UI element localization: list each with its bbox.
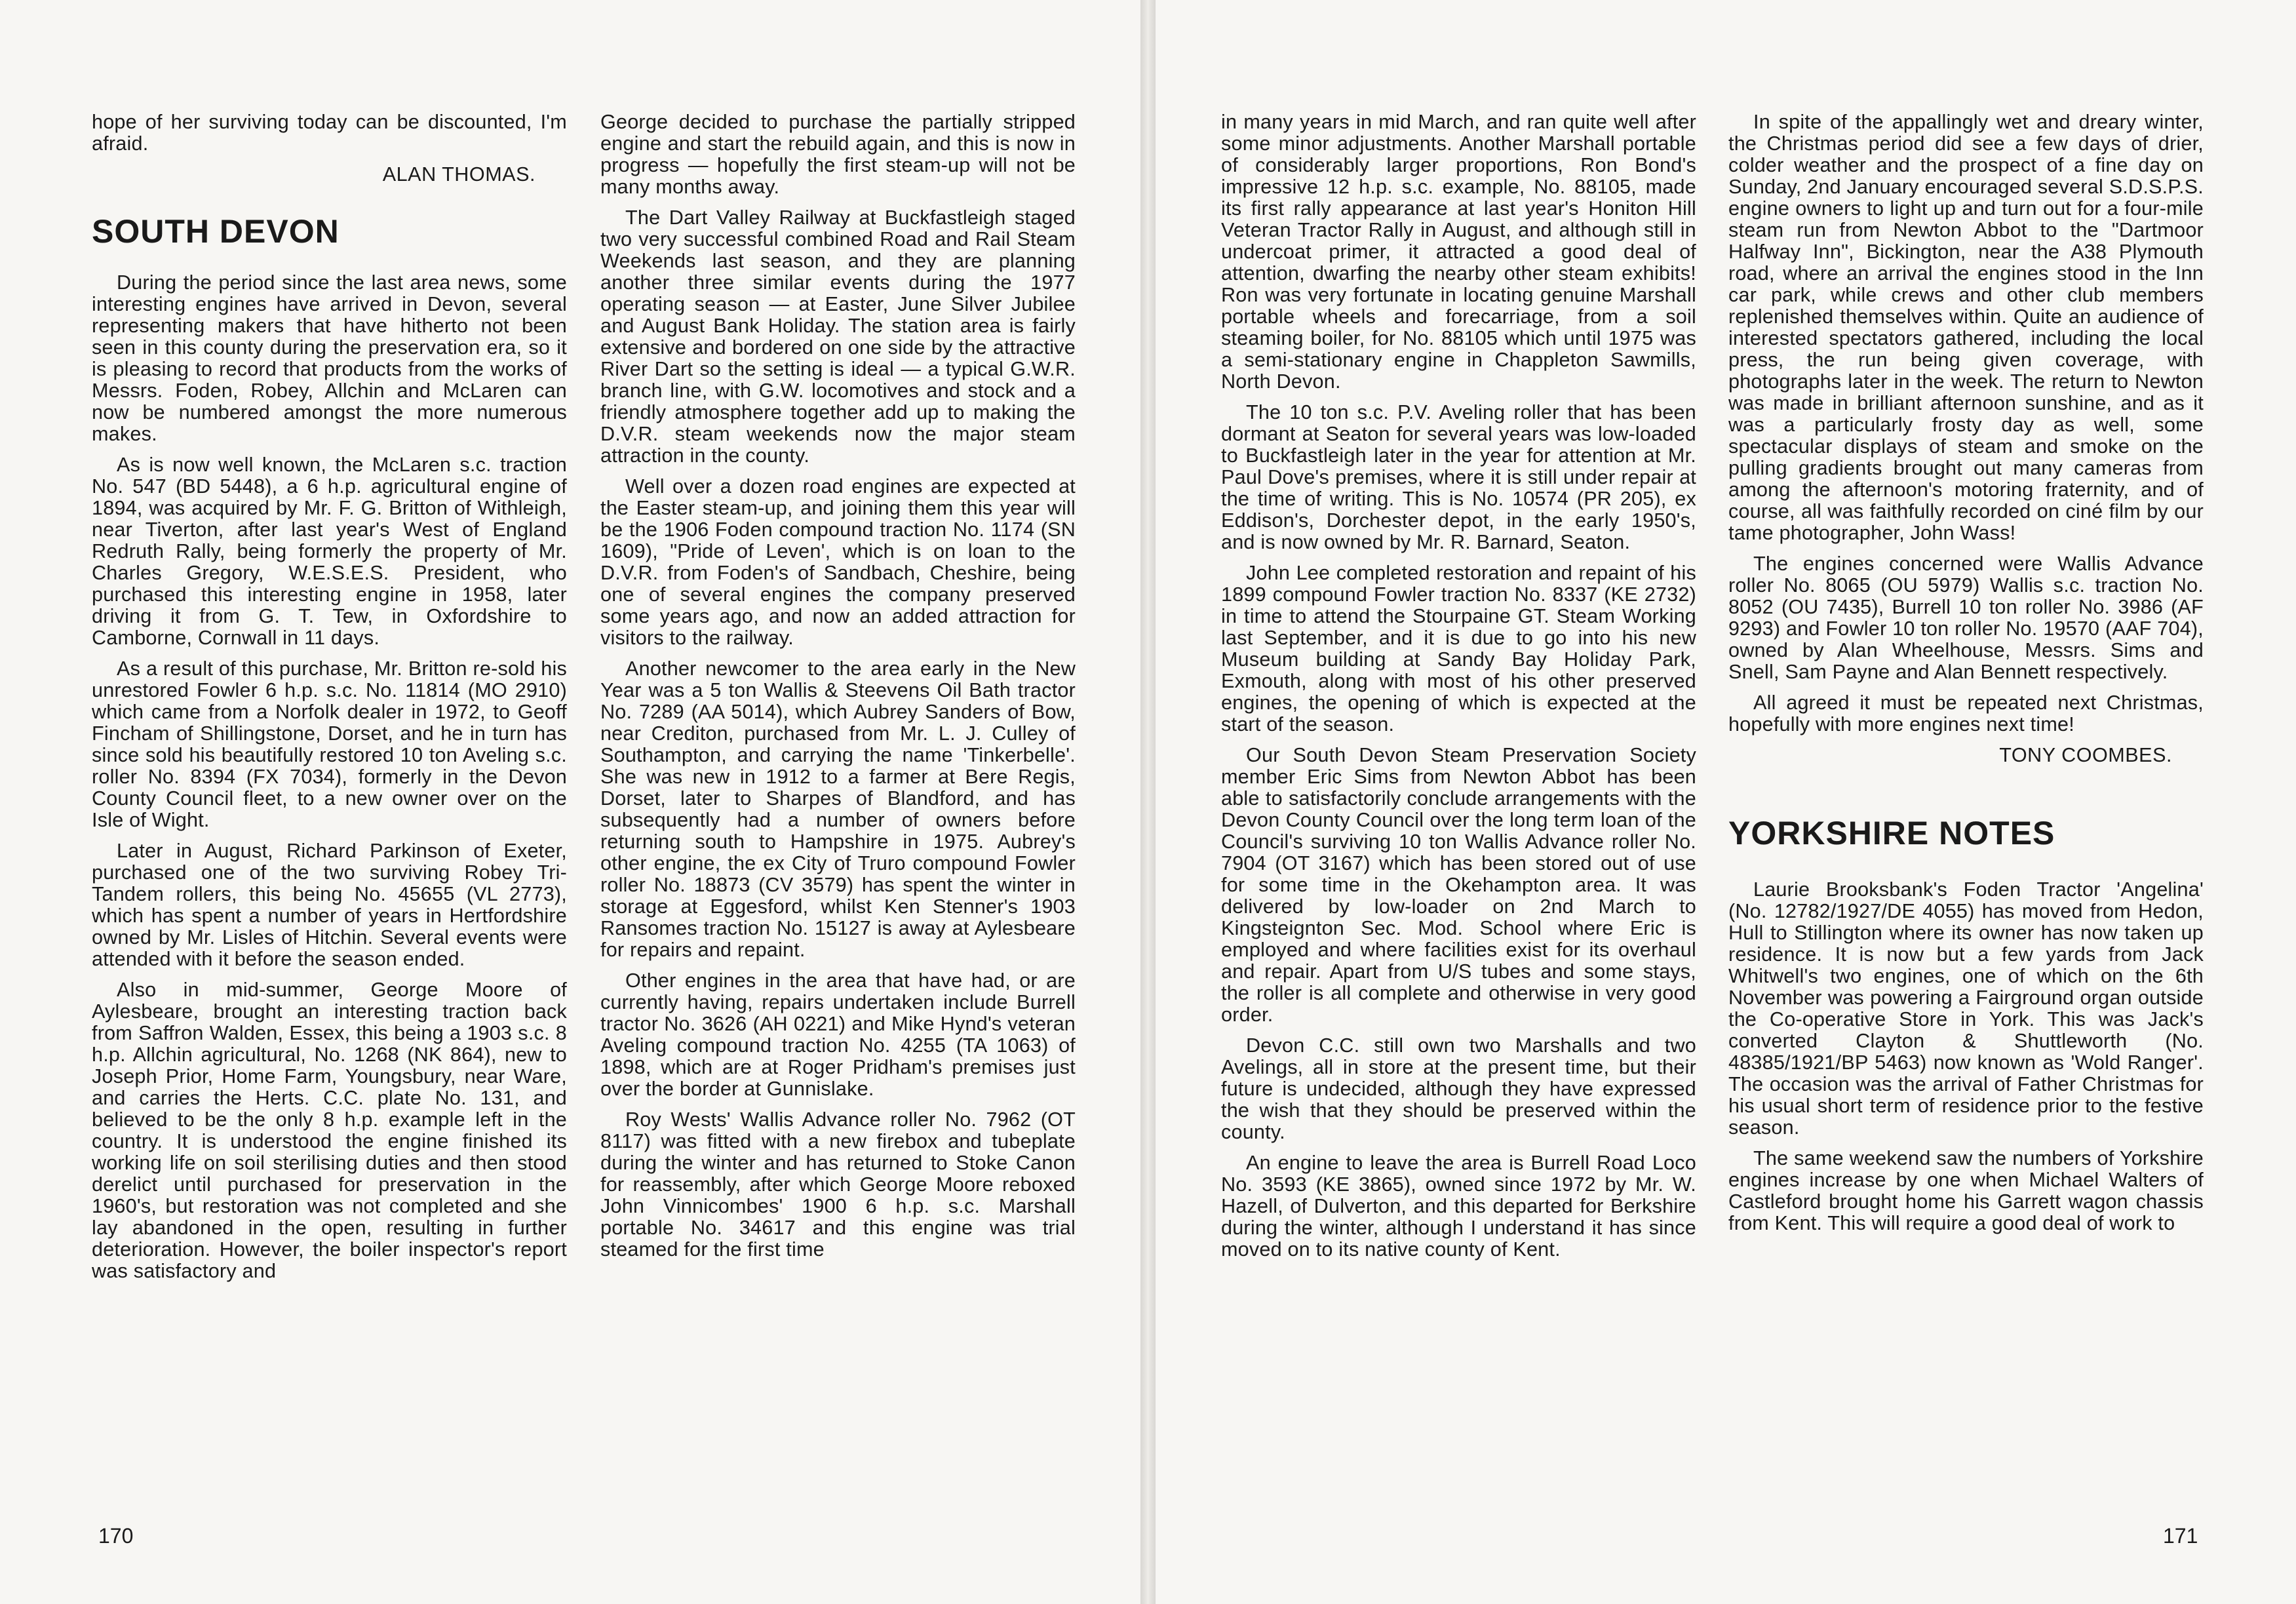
right-page	[1156, 0, 2296, 1604]
paragraph: An engine to leave the area is Burrell Road Loco No. 3593 (KE 3865), owned since 1972 by Mr. W. Hazell, of Dulverton, and this departed for Berkshire during the winter, although I understand it has since moved on to its native county of Kent.	[1221, 1152, 1696, 1261]
author-signature-tony-coombes: TONY COOMBES.	[1999, 744, 2172, 766]
page-number-left: 170	[98, 1524, 134, 1548]
paragraph: The 10 ton s.c. P.V. Aveling roller that has been dormant at Seaton for several years was low-loaded to Buckfastleigh later in the year for attention at Mr. Paul Dove's premises, where it is still under repair at the time of writing. This is No. 10574 (PR 205), ex Eddison's, Dorchester depot, in the early 1950's, and is now owned by Mr. R. Barnard, Seaton.	[1221, 401, 1696, 553]
page-number-right: 171	[2163, 1524, 2198, 1548]
paragraph: All agreed it must be repeated next Christmas, hopefully with more engines next time!	[1728, 692, 2204, 735]
book-gutter	[1140, 0, 1156, 1604]
left-page-column-1	[92, 111, 567, 1291]
paragraph: Our South Devon Steam Preservation Society member Eric Sims from Newton Abbot has been able to satisfactorily conclude arrangements with the Devon County Council over the long term loan of the Council's surviving 10 ton Wallis Advance roller No. 7904 (OT 3167) which has been stored out of use for some time in the Okehampton area. It was delivered by low-loader on 2nd March to Kingsteignton Sec. Mod. School where Eric is employed and where facilities exist for its overhaul and repair. Apart from U/S tubes and some stays, the roller is all complete and otherwise in very good order.	[1221, 744, 1696, 1026]
right-page-column-2	[1728, 111, 2204, 1243]
section-heading-yorkshire-notes: YORKSHIRE NOTES	[1728, 815, 2055, 851]
paragraph: Also in mid-summer, George Moore of Aylesbeare, brought an interesting traction back from Saffron Walden, Essex, this being a 1903 s.c. 8 h.p. Allchin agricultural, No. 1268 (NK 864), new to Joseph Prior, Home Farm, Youngsbury, near Ware, and carries the Herts. C.C. plate No. 131, and believed to be the only 8 h.p. example left in the country. It is understood the engine finished its working life on soil sterilising duties and then stood derelict until purchased for preservation in the 1960's, but restoration was not completed and she lay abandoned in the open, resulting in further deterioration. However, the boiler inspector's report was satisfactory and	[92, 979, 567, 1282]
paragraph: Laurie Brooksbank's Foden Tractor 'Angelina' (No. 12782/1927/DE 4055) has moved from Hedon, Hull to Stillington where its owner has now taken up residence. It is now but a few yards from Jack Whitwell's two engines, one of which on the 6th November was powering a Fairground organ outside the Co-operative Store in York. This was Jack's converted Clayton & Shuttleworth (No. 48385/1921/BP 5463) now known as 'Wold Ranger'. The occasion was the arrival of Father Christmas for his usual short term of residence prior to the festive season.	[1728, 878, 2204, 1139]
paragraph: The same weekend saw the numbers of Yorkshire engines increase by one when Michael Walters of Castleford brought home his Garrett wagon chassis from Kent. This will require a good deal of work to	[1728, 1147, 2204, 1234]
carryover-text: George decided to purchase the partially stripped engine and start the rebuild again, and this is now in progress — hopefully the first steam-up will not be many months away.	[600, 111, 1076, 198]
paragraph: In spite of the appallingly wet and dreary winter, the Christmas period did see a few days of drier, colder weather and the prospect of a fine day on Sunday, 2nd January encouraged several S.D.S.P.S. engine owners to light up and turn out for a four-mile steam run from Newton Abbot to the "Dartmoor Halfway Inn", Bickington, near the A38 Plymouth road, where an arrival the engines stood in the Inn car park, while crews and other club members replenished themselves within. Quite an audience of interested spectators gathered, including the local press, the run being given coverage, with photographs later in the week. The return to Newton was made in brilliant afternoon sunshine, and as it was a particularly frosty day as well, some spectacular displays of steam and smoke on the pulling gradients brought out many cameras from among the afternoon's motoring fraternity, and of course, all was faithfully recorded on ciné film by our tame photographer, John Wass!	[1728, 111, 2204, 544]
carryover-text: in many years in mid March, and ran quite well after some minor adjustments. Another Marshall portable of considerably larger proportions, Ron Bond's impressive 12 h.p. s.c. example, No. 88105, made its first rally appearance at last year's Honiton Hill Veteran Tractor Rally in August, and although still in undercoat primer, it attracted a good deal of attention, dwarfing the nearby other steam exhibits! Ron was very fortunate in locating genuine Marshall portable wheels and forecarriage, from a soil steaming boiler, for No. 88105 which until 1975 was a semi-stationary engine in Chappleton Sawmills, North Devon.	[1221, 111, 1696, 393]
carryover-text: hope of her surviving today can be discounted, I'm afraid.	[92, 111, 567, 155]
paragraph: Other engines in the area that have had, or are currently having, repairs undertaken include Burrell tractor No. 3626 (AH 0221) and Mike Hynd's veteran Aveling compound traction No. 4255 (TA 1063) of 1898, which are at Roger Pridham's premises just over the border at Gunnislake.	[600, 969, 1076, 1100]
left-page	[0, 0, 1140, 1604]
paragraph: Later in August, Richard Parkinson of Exeter, purchased one of the two surviving Robey Tri-Tandem rollers, this being No. 45655 (VL 2773), which has spent a number of years in Hertfordshire owned by Mr. Lisles of Hitchin. Several events were attended with it before the season ended.	[92, 840, 567, 970]
paragraph: John Lee completed restoration and repaint of his 1899 compound Fowler traction No. 8337 (KE 2732) in time to attend the Stourpaine GT. Steam Working last September, and it is due to go into his new Museum building at Sandy Bay Holiday Park, Exmouth, along with most of his other preserved engines, the opening of which is expected at the start of the season.	[1221, 562, 1696, 735]
paragraph: Another newcomer to the area early in the New Year was a 5 ton Wallis & Steevens Oil Bath tractor No. 7289 (AA 5014), which Aubrey Sanders of Bow, near Crediton, purchased from Mr. L. J. Culley of Southampton, and carrying the name 'Tinkerbelle'. She was new in 1912 to a farmer at Bere Regis, Dorset, later to Sharpes of Blandford, and has subsequently had a number of owners before returning south to Hampshire in 1975. Aubrey's other engine, the ex City of Truro compound Fowler roller No. 18873 (CV 3579) has spent the winter in storage at Eggesford, whilst Ken Stenner's 1903 Ransomes traction No. 15127 is away at Aylesbeare for repairs and repaint.	[600, 657, 1076, 961]
right-page-column-1	[1221, 111, 1696, 1270]
paragraph: Devon C.C. still own two Marshalls and two Avelings, all in store at the present time, but their future is undecided, although they have expressed the wish that they should be preserved within the county.	[1221, 1034, 1696, 1143]
paragraph: The engines concerned were Wallis Advance roller No. 8065 (OU 5979) Wallis s.c. traction No. 8052 (OU 7435), Burrell 10 ton roller No. 3986 (AF 9293) and Fowler 10 ton roller No. 19570 (AAF 704), owned by Alan Wheelhouse, Messrs. Sims and Snell, Sam Payne and Alan Bennett respectively.	[1728, 553, 2204, 683]
paragraph: As is now well known, the McLaren s.c. traction No. 547 (BD 5448), a 6 h.p. agricultural engine of 1894, was acquired by Mr. F. G. Britton of Withleigh, near Tiverton, after last year's West of England Redruth Rally, being formerly the property of Mr. Charles Gregory, W.E.S.E.S. President, who purchased this interesting engine in 1958, later driving it from G. T. Tew, in Oxfordshire to Camborne, Cornwall in 11 days.	[92, 454, 567, 649]
paragraph: As a result of this purchase, Mr. Britton re-sold his unrestored Fowler 6 h.p. s.c. No. 11814 (MO 2910) which came from a Norfolk dealer in 1972, to Geoff Fincham of Shillingstone, Dorset, and he in turn has since sold his beautifully restored 10 ton Aveling s.c. roller No. 8394 (FX 7034), formerly in the Devon County Council fleet, to a new owner over on the Isle of Wight.	[92, 657, 567, 831]
paragraph: Well over a dozen road engines are expected at the Easter steam-up, and joining them this year will be the 1906 Foden compound traction No. 1174 (SN 1609), "Pride of Leven', which is on loan to the D.V.R. from Foden's of Sandbach, Cheshire, being one of several engines the company preserved some years ago, and now an added attraction for visitors to the railway.	[600, 475, 1076, 649]
paragraph: The Dart Valley Railway at Buckfastleigh staged two very successful combined Road and Rail Steam Weekends last season, and they are planning another three similar events during the 1977 operating season — at Easter, June Silver Jubilee and August Bank Holiday. The station area is fairly extensive and bordered on one side by the attractive River Dart so the setting is ideal — a typical G.W.R. branch line, with G.W. locomotives and stock and a friendly atmosphere together add up to making the D.V.R. steam weekends now the major steam attraction in the county.	[600, 206, 1076, 467]
paragraph: Roy Wests' Wallis Advance roller No. 7962 (OT 8117) was fitted with a new firebox and tubeplate during the winter and has returned to Stoke Canon for reassembly, after which George Moore reboxed John Vinnicombes' 1900 6 h.p. s.c. Marshall portable No. 34617 and this engine was trial steamed for the first time	[600, 1108, 1076, 1261]
author-signature-alan-thomas: ALAN THOMAS.	[382, 163, 535, 186]
paragraph: During the period since the last area news, some interesting engines have arrived in Devon, several representing makers that have hitherto not been seen in this county during the preservation era, so it is pleasing to record that products from the works of Messrs. Foden, Robey, Allchin and McLaren can now be numbered amongst the more numerous makes.	[92, 271, 567, 445]
left-page-column-2	[600, 111, 1076, 1270]
section-heading-south-devon: SOUTH DEVON	[92, 213, 340, 250]
